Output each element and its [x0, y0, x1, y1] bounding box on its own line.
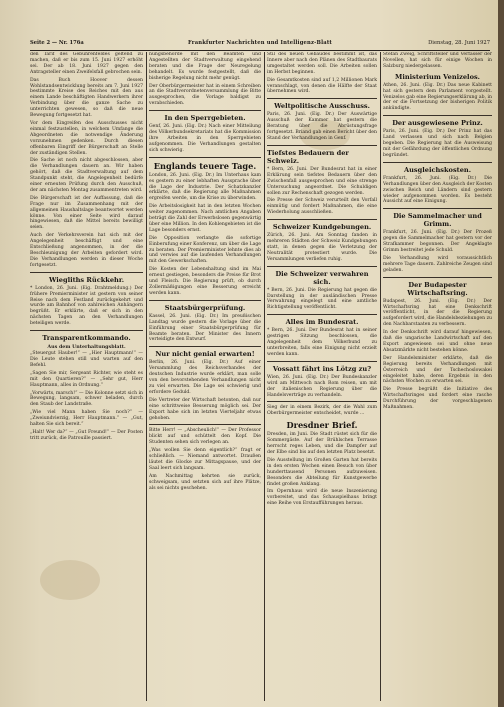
article-paragraph: Budapest, 26. Juni. (Eig. Dr.) Der Wirtschaftsring hat eine Denkschrift veröffentlicht, in der die Regierung aufgefordert wird, die Handelsbeziehungen zu den Nachbarstaaten zu verbessern.	[383, 298, 492, 328]
section-rule	[267, 145, 377, 146]
page-number: Seite 2 — Nr. 176a	[30, 40, 84, 46]
article-paragraph: Zürich, 26. Juni. Am Sonntag fanden in mehreren Städten der Schweiz Kundgebungen statt, in denen gegen die Verletzung der Neutralität protestiert wurde. Die Versammlungen verliefen ruhig.	[267, 233, 377, 262]
article-headline: Englands teuere Tage.	[153, 160, 257, 171]
article-paragraph: * London, 26. Juni. (Eig. Drahtmeldung.) Der frühere Premierminister ist gestern von seiner Reise nach dem Festland zurückgekehrt und wurde am Bahnhof von zahlreichen Anhängern begrüßt. Er erklärte, daß er sich in den nächsten Tagen an den Verhandlungen beteiligen werde.	[30, 285, 143, 327]
article-paragraph: Das Buch Hoover dessen Wohlstandsentwicklung bereits am 7. Juni 1927 bestimmte Kreise des Reiches mit den aus einem Lande beschäftigten Handwerkern ihrer Verbindung über die ganze Sache zu unterrichten gewesen, so daß die neue Bewegung fortgesetzt hat.	[30, 77, 143, 119]
article-paragraph: Im Opernhaus wird die neue Inszenierung vorbereitet, und das Schauspielhaus bringt eine Reihe von Erstaufführungen heraus.	[267, 489, 377, 507]
article-paragraph: * Bern, 26. Juni. Der Bundesrat hat in seiner gestrigen Sitzung beschlossen, die Angelegenheit dem Völkerbund zu unterbreiten, falls eine Einigung nicht erzielt werden kann.	[267, 328, 377, 357]
column-divider	[264, 52, 265, 701]
article-paragraph: Frankfurt, 26. Juni. (Eig. Dr.) Die Verhandlungen über den Ausgleich der Kosten zwischen Reich und Ländern sind gestern wieder aufgenommen worden. Es besteht Aussicht auf eine Einigung.	[383, 175, 492, 205]
section-rule	[30, 330, 143, 331]
article-paragraph: Wien, 26. Juni. (Eig. Dr.) Der Bundeskanzler wird am Mittwoch nach Rom reisen, um mit der italienischen Regierung über die Handelsverträge zu verhandeln.	[267, 374, 377, 398]
section-rule	[149, 300, 261, 301]
article-paragraph: Paris, 26. Juni. (Eig. Dr.) Der Prinz hat das Land verlassen und sich nach Belgien begeben. Die Regierung hat die Ausweisung mit der Gefährdung der öffentlichen Ordnung begründet.	[383, 129, 492, 158]
article-paragraph: Stefan Zweig, Schriftsteller und Verfasser der Novellen, hat sich für einige Wochen in Salzburg niedergelassen.	[383, 52, 492, 69]
article-paragraph: „Steuergut Hauber!“ — „Hier Hauptmann!“ — Die Leute stehen still und warten auf den Befehl.	[30, 351, 143, 368]
article-headline: Staatsbürgerprüfung.	[164, 303, 246, 312]
article-headline: In den Sperrgebieten.	[164, 114, 246, 123]
article-paragraph: * Bern, 26. Juni. Die Regierung hat gegen die Darstellung in der ausländischen Presse Verwahrung eingelegt und eine amtliche Richtigstellung veröffentlicht.	[267, 287, 377, 311]
article-headline: Die Schweizer verwahren sich.	[275, 269, 369, 286]
section-rule	[383, 162, 492, 163]
article-paragraph: Berlin, 26. Juni. (Eig. Dr.) Auf einer Versammlung des Reichsverbandes der deutschen Industrie wurde erklärt, man solle von den bevorstehenden Verhandlungen nicht zu viel erwarten. Die Lage sei schwierig und erfordere Geduld.	[149, 360, 261, 395]
article-paragraph: Die Sache ist noch nicht abgeschlossen, aber die Verhandlungen dauern an. Wir haben gehört, daß die Stadtverwaltung auf dem Standpunkt steht, die Angelegenheit bedürfe einer erneuten Prüfung durch den Ausschuß, der am nächsten Montag zusammentreten wird.	[30, 158, 143, 193]
article-headline: Transparentkommando.	[42, 334, 131, 343]
column-divider	[146, 52, 147, 701]
section-rule	[267, 314, 377, 315]
article-paragraph: nungsbehörde mit den Beamten und Angestellten der Stadtverwaltung eingehend beraten und die Frage der Neuregelung behandelt. Es wurde festgestellt, daß die bisherige Regelung nicht mehr genügt.	[149, 52, 261, 81]
issue-date: Dienstag, 28. Juni 1927	[428, 40, 490, 46]
article-paragraph: Die Opposition verlangte die sofortige Einberufung einer Konferenz, um über die Lage zu beraten. Der Premierminister lehnte dies ab und verwies auf die laufenden Verhandlungen mit den Gewerkschaften.	[149, 235, 261, 265]
article-paragraph: Die Gesamtkosten sind auf 1,2 Millionen Mark veranschlagt, von denen die Hälfte der Staat übernehmen wird.	[267, 77, 377, 95]
article-paragraph: Die Arbeitslosigkeit hat in den letzten Wochen weiter zugenommen. Nach amtlichen Angaben beträgt die Zahl der Erwerbslosen gegenwärtig über eine Million. In den Kohlengebieten ist die Lage besonders ernst.	[149, 204, 261, 233]
article-headline: Die Sammelmacher und Grimm.	[393, 212, 482, 229]
article-headline: Weltpolitische Ausschuss.	[274, 102, 370, 111]
article-headline: Ausgleichskosten.	[404, 165, 471, 174]
article-headline: Nur nicht genial erwarten!	[155, 350, 255, 359]
article-paragraph: Kassel, 26. Juni. (Eig. Dr.) Im preußischen Landtag wurde gestern die Vorlage über die Einführung einer Staatsbürgerprüfung für Beamte beraten. Der Minister des Innern verteidigte den Entwurf.	[149, 313, 261, 343]
section-rule	[149, 157, 261, 158]
article-paragraph: Auch der Verkehrsverein hat sich mit der Angelegenheit beschäftigt und eine Entschließung angenommen, in der die Beschleunigung der Arbeiten gefordert wird. Die Verhandlungen werden in dieser Woche fortgesetzt.	[30, 233, 143, 268]
article-headline: Dresdner Brief.	[286, 420, 358, 431]
article-paragraph: Genf, 26. Juni. (Eig. Dr.) Nach einer Mitteilung des Völkerbundsekretariats hat die Kommission ihre Arbeiten in den Sperrgebieten aufgenommen. Die Verhandlungen gestalten sich schwierig.	[149, 124, 261, 153]
column-1	[30, 52, 143, 701]
article-headline: Wiegliths Rückkehr.	[48, 275, 125, 284]
column-4	[383, 52, 492, 701]
article-paragraph: Die Bürgerschaft ist der Auffassung, daß die Frage nur im Zusammenhang mit der allgemeinen Haushaltslage beantwortet werden könne. Von einer Seite wird darauf hingewiesen, daß die Mittel bereits bewilligt seien.	[30, 195, 143, 231]
article-paragraph: Der Oberbürgermeister hat in einem Schreiben an die Stadtverordnetenversammlung die Bitte ausgesprochen, die Vorlage baldigst zu verabschieden.	[149, 83, 261, 107]
section-rule	[149, 110, 261, 111]
binding-edge	[498, 0, 504, 707]
article-paragraph: * Bern, 26. Juni. Der Bundesrat hat in einer Erklärung sein tiefstes Bedauern über den Zwischenfall ausgesprochen und eine strenge Untersuchung angeordnet. Die Schuldigen sollen zur Rechenschaft gezogen werden.	[267, 166, 377, 196]
article-paragraph: Sieg der in einem Bezirk, der die Wahl zum Oberbürgermeister entscheidet, wurde ...	[267, 405, 377, 417]
article-paragraph: Am Nachmittag kehrten sie zurück, schweigsam, und setzten sich auf ihre Plätze, als sei nichts geschehen.	[149, 473, 261, 491]
section-rule	[383, 115, 492, 116]
article-headline: Vossatt fährt ins Lötzg zu?	[272, 364, 372, 373]
article-paragraph: „Wie viel Mann haben Sie noch?“ — „Zweiundvierzig, Herr Hauptmann.“ — „Gut, halten Sie sich bereit.“	[30, 410, 143, 428]
article-headline: Der Budapester Wirtschaftsring.	[407, 280, 468, 297]
article-paragraph: Dresden, im Juni. Die Stadt rüstet sich für die Sommergäste. Auf der Brühlschen Terrasse herrscht reges Leben, und die Dampfer auf der Elbe sind bis auf den letzten Platz besetzt.	[267, 432, 377, 455]
article-headline: Tiefstes Bedauern der Schweiz.	[267, 148, 349, 165]
article-paragraph: Vor dem Eingreifen des Ausschusses nicht einmal festzustellen, in welchem Umfange die Abgeordneten die notwendige Änderung vorzunehmen gedenken. Durch diesen offenbaren Eingriff der Bürgerschaft an Stelle der zuständigen Stellen.	[30, 120, 143, 156]
article-paragraph: „Sagen Sie mir, Sergeant Richter, wie steht es mit den Quartieren?“ — „Sehr gut, Herr Hauptmann, alles in Ordnung.“	[30, 370, 143, 388]
section-rule	[267, 401, 377, 402]
article-paragraph: Frankfurt, 26. Juni. (Eig. Dr.) Der Prozeß gegen die Sammelmacher hat gestern vor der Strafkammer begonnen. Der Angeklagte Grimm bestreitet jede Schuld.	[383, 230, 492, 254]
article-subheading: Aus dem Unterhaltungsblatt.	[47, 344, 126, 351]
section-rule	[267, 219, 377, 220]
section-rule	[149, 346, 261, 347]
article-paragraph: „Halt! Wer da?“ — „Gut Freund!“ — Der Posten tritt zurück, die Patrouille passiert.	[30, 429, 143, 441]
article-paragraph: Die Presse begrüßt die Initiative des Wirtschaftsringes und fordert eine rasche Durchführung der vorgeschlagenen Maßnahmen.	[383, 387, 492, 411]
article-paragraph: Die Presse der Schweiz verurteilt den Vorfall einmütig und fordert Maßnahmen, die eine Wiederholung ausschließen.	[267, 198, 377, 216]
section-rule	[267, 361, 377, 362]
article-paragraph: Die Kosten der Lebenshaltung sind im Mai erneut gestiegen, besonders die Preise für Brot und Fleisch. Die Regierung prüft, ob durch Zollermäßigungen eine Besserung erreicht werden kann.	[149, 267, 261, 296]
article-paragraph: Die Vertreter der Wirtschaft betonten, daß nur eine schrittweise Besserung möglich sei. Der Export habe sich im letzten Vierteljahr etwas gehoben.	[149, 397, 261, 421]
section-rule	[30, 272, 143, 273]
section-rule	[383, 208, 492, 209]
article-paragraph: „Was wollen Sie denn eigentlich?“ fragt er schließlich. — Niemand antwortet. Draußen läutet die Glocke zur Mittagspause, und der Saal leert sich langsam.	[149, 448, 261, 471]
article-headline: Der ausgewiesene Prinz.	[392, 119, 483, 128]
article-headline: Ministerium Venizelos.	[395, 72, 480, 81]
column-divider	[380, 52, 381, 701]
article-headline: Alles im Bundesrat.	[285, 318, 359, 327]
section-rule	[149, 424, 261, 425]
article-paragraph: den Tarif des Gebührenfeldes geltend zu machen, daß er bis zum 15. Juni 1927 erhöht sei. Der ab 18. Juni 1927 gegen den Antragsteller einen Zweifelsfall gebrochen sein.	[30, 52, 143, 75]
page-header	[30, 38, 490, 51]
article-paragraph: Die Ausstellung im Großen Garten hat bereits in den ersten Wochen einen Besuch von über hunderttausend Personen aufzuweisen. Besonders die Abteilung für Kunstgewerbe findet großen Anklang.	[267, 457, 377, 487]
section-rule	[383, 277, 492, 278]
article-paragraph: London, 26. Juni. (Eig. Dr.) Im Unterhaus kam es gestern zu einer lebhaften Aussprache über die Lage der Industrie. Der Schatzkanzler erklärte, daß die Regierung alle Maßnahmen ergreifen werde, um die Krise zu überwinden.	[149, 172, 261, 202]
article-headline: Schweizer Kundgebungen.	[272, 223, 372, 232]
article-paragraph: Die Verhandlung wird voraussichtlich mehrere Tage dauern. Zahlreiche Zeugen sind geladen.	[383, 255, 492, 273]
column-3	[267, 52, 377, 701]
article-paragraph: Paris, 26. Juni. (Eig. Dr.) Der Auswärtige Ausschuß der Kammer hat gestern die Beratung über die Abrüstungsfrage fortgesetzt. Briand gab einen Bericht über den Stand der Verhandlungen in Genf.	[267, 112, 377, 141]
article-paragraph: „Vorwärts, marsch!“ — Die Kolonne setzt sich in Bewegung, langsam, schwer beladen, durch den Staub der Landstraße.	[30, 390, 143, 408]
column-2	[149, 52, 261, 701]
article-paragraph: Stil des neuen Gebäudes bestimmt ist, das Innere aber nach den Plänen des Stadtbaurats umgestaltet werden soll. Die Arbeiten sollen im Herbst beginnen.	[267, 52, 377, 75]
masthead: Frankfurter Nachrichten und Intelligenz-Blatt	[187, 40, 333, 46]
article-paragraph: Der Handelsminister erklärte, daß die Regierung bereits Verhandlungen mit Österreich und der Tschechoslowakei eingeleitet habe, deren Ergebnis in den nächsten Wochen zu erwarten sei.	[383, 355, 492, 385]
article-paragraph: Bitte Herr! — „Abscheulich!“ — Der Professor blickt auf und schüttelt den Kopf. Die Studenten sehen sich verlegen an.	[149, 428, 261, 446]
section-rule	[267, 98, 377, 99]
article-paragraph: In der Denkschrift wird darauf hingewiesen, daß die ungarische Landwirtschaft auf den Export angewiesen sei und ohne neue Absatzmärkte nicht bestehen könne.	[383, 330, 492, 353]
article-paragraph: Athen, 26. Juni. (Eig. Dr.) Das neue Kabinett hat sich gestern dem Parlament vorgestellt. Venizelos gab eine Regierungserklärung ab, in der er die Fortsetzung der bisherigen Politik ankündigte.	[383, 82, 492, 112]
section-rule	[267, 266, 377, 267]
